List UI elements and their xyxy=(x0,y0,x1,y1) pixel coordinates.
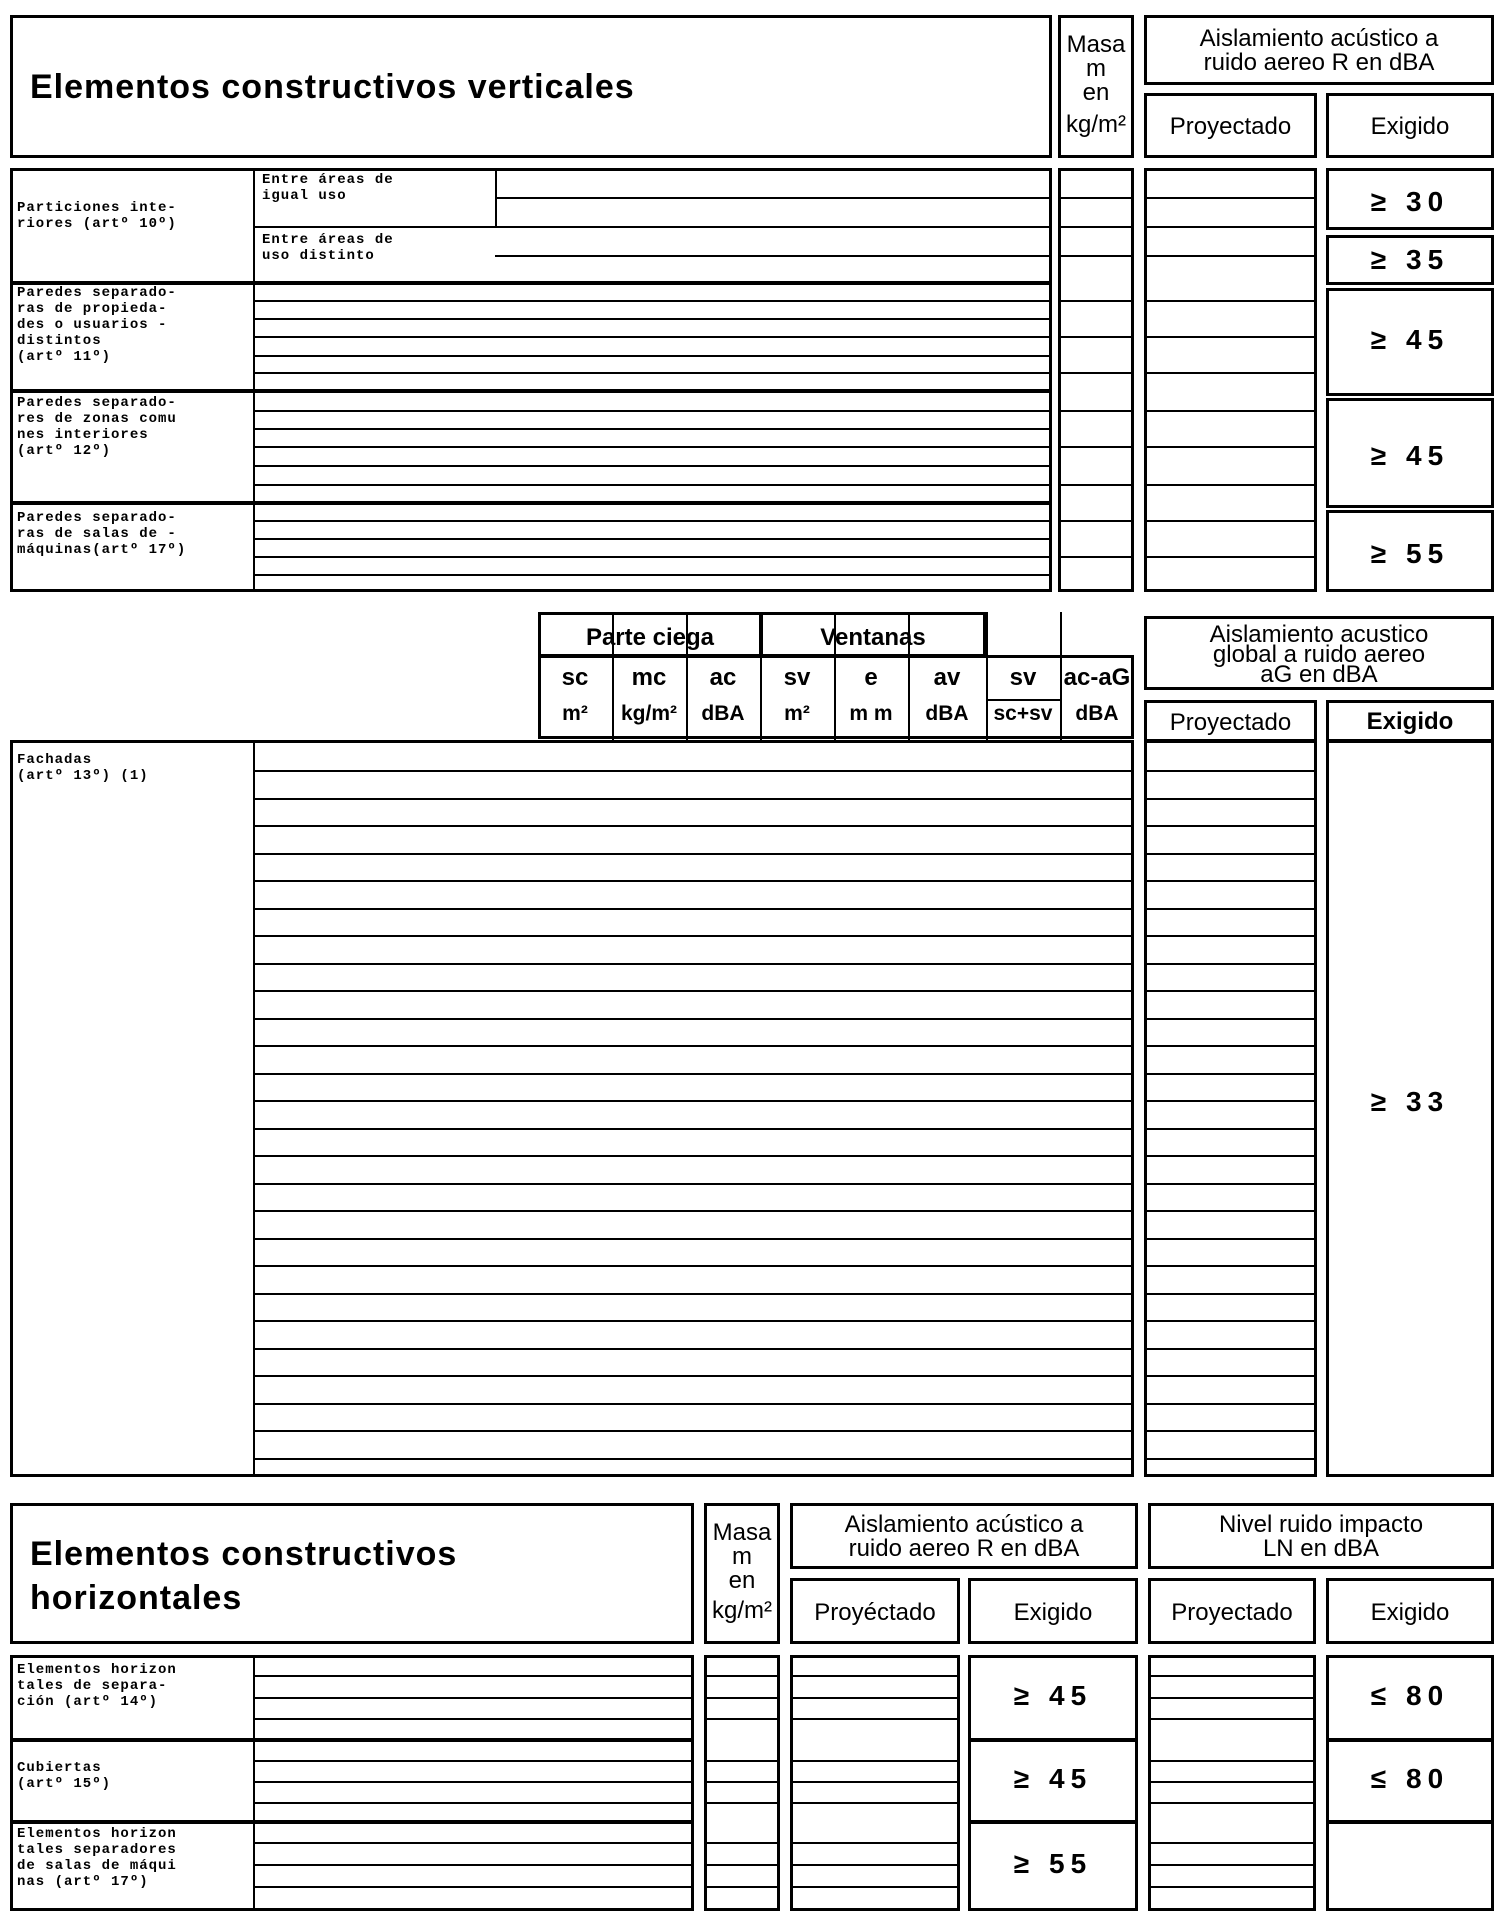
ruled-line xyxy=(253,1864,694,1866)
ruled-line xyxy=(253,1802,694,1804)
ruled-line xyxy=(1058,372,1134,374)
ruled-line xyxy=(495,197,1052,199)
ruled-line xyxy=(1058,255,1134,257)
ruled-line xyxy=(253,853,1134,855)
ruled-line xyxy=(253,484,1052,486)
ruled-line xyxy=(704,1842,780,1844)
ruled-line xyxy=(253,1430,1134,1432)
ruled-line xyxy=(1144,798,1317,800)
ruled-line xyxy=(253,1375,1134,1377)
ruled-line xyxy=(253,1238,1134,1240)
divider xyxy=(253,226,1052,228)
ruled-line xyxy=(1058,520,1134,522)
vertical-req-2: ≥ 35 xyxy=(1370,244,1450,275)
ruled-line xyxy=(1148,1842,1316,1844)
horizontal-req2-2: ≤ 80 xyxy=(1370,1763,1450,1794)
ruled-line xyxy=(986,699,1060,701)
ruled-line xyxy=(1144,853,1317,855)
ruled-line xyxy=(1144,1018,1317,1020)
row-label-paredes-propiedades: Paredes separado- ras de propieda- des o usuarios - distintos (artº 11º) xyxy=(17,285,177,365)
ruled-line xyxy=(1144,1348,1317,1350)
ruled-line xyxy=(790,1781,960,1783)
ruled-line xyxy=(253,300,1052,302)
facade-col-unit: m² xyxy=(784,702,810,725)
horizontal-row-label-2: Cubiertas (artº 15º) xyxy=(17,1760,112,1792)
ruled-line xyxy=(1148,1760,1316,1762)
ruled-line xyxy=(704,1760,780,1762)
facade-proyectado-column xyxy=(1144,740,1317,1477)
ruled-line xyxy=(1144,484,1317,486)
facade-parte-ciega-label: Parte ciega xyxy=(585,624,715,651)
ruled-line xyxy=(1144,1320,1317,1322)
vertical-req-1: ≥ 30 xyxy=(1370,186,1450,217)
horizontal-mass-label: Masa xyxy=(712,1519,772,1546)
divider xyxy=(253,502,255,592)
horizontal-row-label-1: Elementos horizon tales de separa- ción (artº 14º) xyxy=(17,1662,177,1710)
facade-col-symbol: ac-aG xyxy=(1063,664,1131,691)
ruled-line xyxy=(790,1675,960,1677)
vertical-title: Elementos constructivos verticales xyxy=(30,68,635,106)
horizontal-req-3: ≥ 55 xyxy=(1013,1848,1093,1879)
ruled-line xyxy=(1144,372,1317,374)
horizontal-proyectado-header: Proyéctado xyxy=(814,1599,936,1626)
ruled-line xyxy=(253,1128,1134,1130)
ruled-line xyxy=(253,1675,694,1677)
horizontal-req2-1: ≤ 80 xyxy=(1370,1680,1450,1711)
ruled-line xyxy=(1058,556,1134,558)
facade-row-label: Fachadas (artº 13º) (1) xyxy=(17,752,149,784)
vertical-proyectado-column xyxy=(1144,168,1317,592)
ruled-line xyxy=(253,880,1134,882)
ruled-line xyxy=(1058,484,1134,486)
facade-col-symbol: mc xyxy=(631,664,667,691)
ruled-line xyxy=(1144,255,1317,257)
ruled-line xyxy=(253,908,1134,910)
ruled-line xyxy=(1144,990,1317,992)
ruled-line xyxy=(1144,880,1317,882)
facade-global-header2: global a ruido aereo xyxy=(1212,641,1426,668)
facade-col-unit: kg/m² xyxy=(620,702,677,725)
ruled-line xyxy=(1144,446,1317,448)
horizontal-proyectado2-column xyxy=(1148,1655,1316,1911)
ruled-line xyxy=(1144,1210,1317,1212)
ruled-line xyxy=(1144,1458,1317,1460)
ruled-line xyxy=(253,318,1052,320)
vertical-req-4: ≥ 45 xyxy=(1370,440,1450,471)
ruled-line xyxy=(704,1697,780,1699)
ruled-line xyxy=(253,336,1052,338)
ruled-line xyxy=(253,1155,1134,1157)
divider xyxy=(253,740,255,1477)
ruled-line xyxy=(1144,226,1317,228)
ruled-line xyxy=(790,1718,960,1720)
facade-col-unit: dBA xyxy=(925,702,969,725)
ruled-line xyxy=(1144,410,1317,412)
ruled-line xyxy=(253,825,1134,827)
ruled-line xyxy=(1148,1802,1316,1804)
ruled-line xyxy=(704,1864,780,1866)
facade-col-unit: dBA xyxy=(701,702,745,725)
ruled-line xyxy=(1148,1781,1316,1783)
ruled-line xyxy=(253,574,1052,576)
ruled-line xyxy=(253,1210,1134,1212)
horizontal-exigido-header: Exigido xyxy=(1013,1599,1093,1626)
ruled-line xyxy=(253,1403,1134,1405)
ruled-line xyxy=(253,1718,694,1720)
ruled-line xyxy=(253,1697,694,1699)
facade-body xyxy=(10,740,1134,1477)
facade-col-unit: sc+sv xyxy=(993,702,1053,725)
ruled-line xyxy=(1144,1128,1317,1130)
facade-ventanas-label: Ventanas xyxy=(820,624,926,651)
horizontal-exigido2-cell-3 xyxy=(1326,1821,1494,1911)
facade-col-symbol: sv xyxy=(783,664,811,691)
facade-col-unit: m² xyxy=(562,702,588,725)
ruled-line xyxy=(253,770,1134,772)
ruled-line xyxy=(253,410,1052,412)
ruled-line xyxy=(253,935,1134,937)
horizontal-req-1: ≥ 45 xyxy=(1013,1680,1093,1711)
ruled-line xyxy=(1144,197,1317,199)
ruled-line xyxy=(253,520,1052,522)
horizontal-impacto-header: Nivel ruido impacto xyxy=(1218,1511,1424,1538)
ruled-line xyxy=(1144,1430,1317,1432)
vertical-req-5: ≥ 55 xyxy=(1370,538,1450,569)
ruled-line xyxy=(1144,1100,1317,1102)
ruled-line xyxy=(1144,1293,1317,1295)
horizontal-proyectado-column xyxy=(790,1655,960,1911)
ruled-line xyxy=(704,1781,780,1783)
ruled-line xyxy=(1058,226,1134,228)
vertical-aislamiento-header2: ruido aereo R en dBA xyxy=(1203,49,1435,76)
ruled-line xyxy=(1058,300,1134,302)
ruled-line xyxy=(1148,1718,1316,1720)
ruled-line xyxy=(1144,1073,1317,1075)
ruled-line xyxy=(253,1045,1134,1047)
facade-exigido-header: Exigido xyxy=(1366,708,1454,735)
horizontal-mass-unit: kg/m² xyxy=(712,1597,772,1624)
ruled-line xyxy=(1148,1864,1316,1866)
horizontal-mass-column xyxy=(704,1655,780,1911)
facade-col-symbol: e xyxy=(864,664,878,691)
vertical-mass-en: en xyxy=(1082,79,1110,106)
ruled-line xyxy=(253,446,1052,448)
ruled-line xyxy=(253,372,1052,374)
facade-col-symbol: ac xyxy=(709,664,737,691)
facade-global-header: Aislamiento acustico xyxy=(1209,621,1429,648)
horizontal-title-line1: Elementos constructivos xyxy=(30,1535,458,1573)
facade-col-unit: m m xyxy=(849,702,893,725)
ruled-line xyxy=(253,1183,1134,1185)
ruled-line xyxy=(1144,1403,1317,1405)
ruled-line xyxy=(1144,1155,1317,1157)
horizontal-aislamiento-header: Aislamiento acústico a xyxy=(844,1511,1084,1538)
ruled-line xyxy=(1144,1045,1317,1047)
ruled-line xyxy=(495,255,1052,257)
ruled-line xyxy=(253,1348,1134,1350)
ruled-line xyxy=(1058,336,1134,338)
ruled-line xyxy=(1144,825,1317,827)
vertical-mass-label: Masa xyxy=(1066,31,1126,58)
ruled-line xyxy=(1058,410,1134,412)
facade-req: ≥ 33 xyxy=(1370,1086,1450,1117)
sub-label-uso-distinto: Entre áreas de uso distinto xyxy=(262,232,394,264)
facade-col-symbol: sv xyxy=(1009,664,1037,691)
facade-col-unit: dBA xyxy=(1075,702,1119,725)
ruled-line xyxy=(1148,1675,1316,1677)
ruled-line xyxy=(253,798,1134,800)
ruled-line xyxy=(1148,1697,1316,1699)
facade-col-symbol: av xyxy=(933,664,961,691)
row-label-particiones: Particiones inte- riores (artº 10º) xyxy=(17,200,177,232)
horizontal-req-2: ≥ 45 xyxy=(1013,1763,1093,1794)
ruled-line xyxy=(1148,1886,1316,1888)
ruled-line xyxy=(253,1265,1134,1267)
ruled-line xyxy=(790,1697,960,1699)
ruled-line xyxy=(253,428,1052,430)
row-label-zonas-comunes: Paredes separado- res de zonas comu nes interiores (artº 12º) xyxy=(17,395,177,459)
ruled-line xyxy=(1144,963,1317,965)
facade-proyectado-header: Proyectado xyxy=(1169,709,1292,736)
horizontal-title-line2: horizontales xyxy=(30,1579,243,1617)
ruled-line xyxy=(253,1100,1134,1102)
ruled-line xyxy=(1144,520,1317,522)
ruled-line xyxy=(253,1886,694,1888)
ruled-line xyxy=(253,963,1134,965)
vertical-aislamiento-header: Aislamiento acústico a xyxy=(1199,25,1439,52)
ruled-line xyxy=(790,1802,960,1804)
ruled-line xyxy=(253,1320,1134,1322)
horizontal-aislamiento-header2: ruido aereo R en dBA xyxy=(848,1535,1080,1562)
row-label-salas-maquinas: Paredes separado- ras de salas de - máquinas(artº 17º) xyxy=(17,510,187,558)
ruled-line xyxy=(1144,300,1317,302)
ruled-line xyxy=(1144,1265,1317,1267)
ruled-line xyxy=(1144,1375,1317,1377)
facade-global-header3: aG en dBA xyxy=(1260,661,1378,688)
ruled-line xyxy=(253,556,1052,558)
ruled-line xyxy=(790,1886,960,1888)
ruled-line xyxy=(790,1864,960,1866)
ruled-line xyxy=(1144,336,1317,338)
vertical-mass-column xyxy=(1058,168,1134,592)
sub-label-igual-uso: Entre áreas de igual uso xyxy=(262,172,394,204)
ruled-line xyxy=(790,1842,960,1844)
ruled-line xyxy=(253,1018,1134,1020)
ruled-line xyxy=(253,465,1052,467)
ruled-line xyxy=(253,538,1052,540)
horizontal-mass-symbol: m xyxy=(732,1543,752,1570)
ruled-line xyxy=(1144,935,1317,937)
divider xyxy=(253,1655,255,1911)
ruled-line xyxy=(253,1293,1134,1295)
ruled-line xyxy=(1144,1183,1317,1185)
ruled-line xyxy=(253,1073,1134,1075)
horizontal-row-label-3: Elementos horizon tales separadores de salas de máqui nas (artº 17º) xyxy=(17,1826,177,1890)
vertical-proyectado-header: Proyectado xyxy=(1169,113,1292,140)
vertical-exigido-header: Exigido xyxy=(1370,113,1450,140)
ruled-line xyxy=(253,1842,694,1844)
facade-col-symbol: sc xyxy=(561,664,589,691)
ruled-line xyxy=(1144,770,1317,772)
ruled-line xyxy=(1144,908,1317,910)
horizontal-proyectado2-header: Proyectado xyxy=(1171,1599,1293,1626)
ruled-line xyxy=(253,355,1052,357)
horizontal-mass-en: en xyxy=(728,1567,756,1594)
ruled-line xyxy=(253,1781,694,1783)
vertical-req-3: ≥ 45 xyxy=(1370,324,1450,355)
vertical-mass-symbol: m xyxy=(1086,55,1106,82)
ruled-line xyxy=(253,990,1134,992)
ruled-line xyxy=(253,1760,694,1762)
ruled-line xyxy=(704,1675,780,1677)
ruled-line xyxy=(704,1718,780,1720)
ruled-line xyxy=(1144,1238,1317,1240)
vertical-mass-unit: kg/m² xyxy=(1066,111,1126,138)
ruled-line xyxy=(704,1886,780,1888)
ruled-line xyxy=(1058,197,1134,199)
ruled-line xyxy=(253,1458,1134,1460)
horizontal-exigido2-header: Exigido xyxy=(1370,1599,1450,1626)
horizontal-impacto-header2: LN en dBA xyxy=(1262,1535,1380,1562)
ruled-line xyxy=(1058,446,1134,448)
ruled-line xyxy=(790,1760,960,1762)
ruled-line xyxy=(704,1802,780,1804)
ruled-line xyxy=(1144,556,1317,558)
